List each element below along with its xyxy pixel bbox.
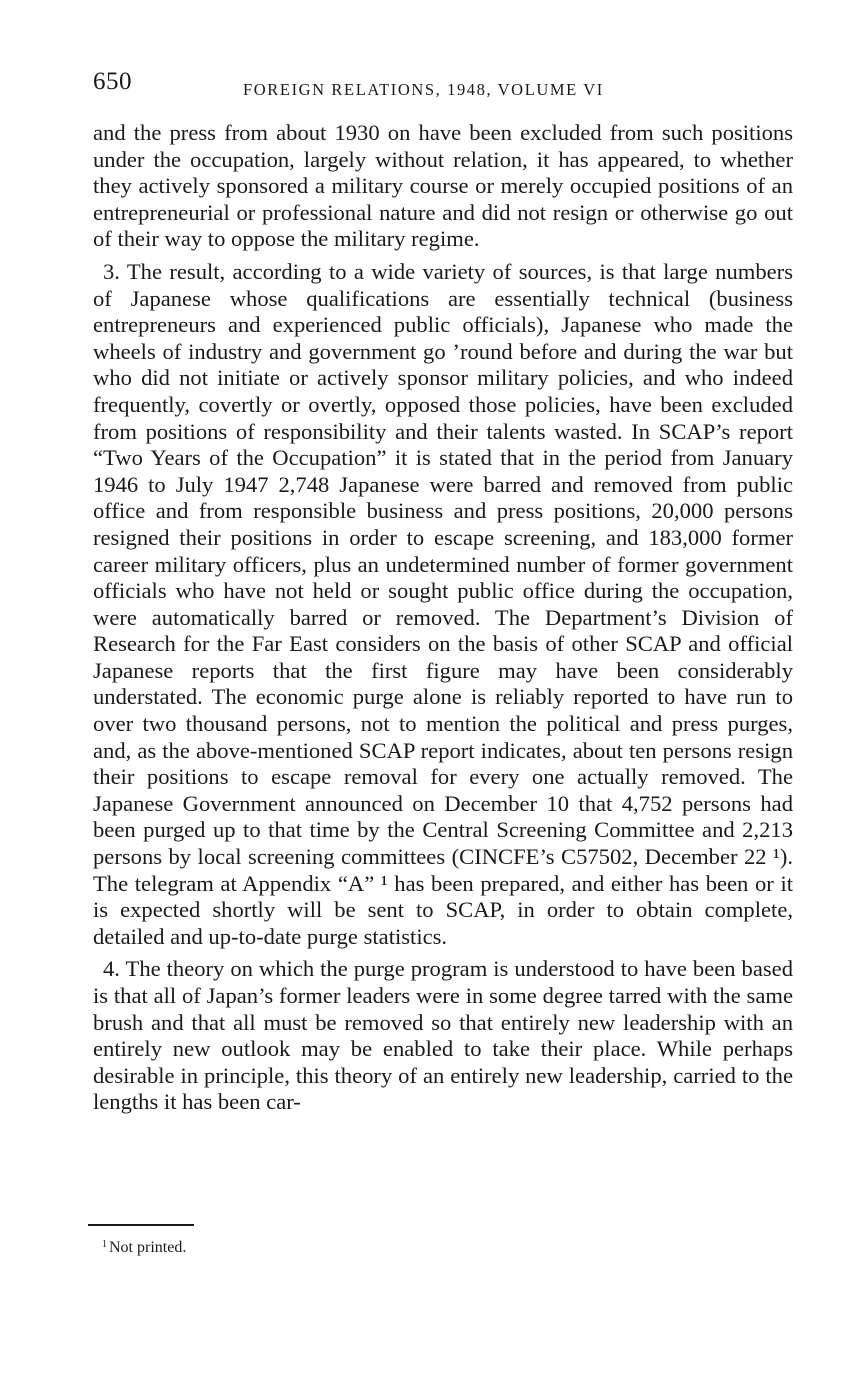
paragraph-continued: and the press from about 1930 on have been excluded from such positions under the occupation, largely without relation, it has appeared, to whether they actively sponsored a military course or merely occupied positions of an entrepreneurial or professional nature and did not resign or otherwise go out of their way to oppose the military regime. [93, 120, 793, 252]
body-text [93, 120, 793, 1116]
footnote-divider [88, 1224, 194, 1226]
running-header [93, 68, 653, 98]
running-title: FOREIGN RELATIONS, 1948, VOLUME VI [243, 80, 604, 99]
paragraph-4: 4. The theory on which the purge program is understood to have been based is that all of Japan’s former leaders were in some degree tarred with the same brush and that all must be removed so that entirely new leadership with an entirely new outlook may be enabled to take their place. While perhaps desirable in principle, this theory of an entirely new leadership, carried to the lengths it has been car- [93, 956, 793, 1115]
footnote-marker: 1 [102, 1239, 107, 1250]
footnote [102, 1239, 186, 1257]
page-number: 650 [93, 68, 132, 95]
footnote-text: Not printed. [109, 1239, 187, 1256]
paragraph-3: 3. The result, according to a wide variety of sources, is that large numbers of Japanese whose qualifications are essentially technical (business entrepreneurs and experienced public officials), Japanese who made the wheels of industry and government go ’round before and during the war but who did not initiate or actively sponsor military policies, and who indeed frequently, covertly or overtly, opposed those policies, have been excluded from positions of responsibility and their talents wasted. In SCAP’s report “Two Years of the Occupation” it is stated that in the period from January 1946 to July 1947 2,748 Japanese were barred and removed from public office and from responsible business and press positions, 20,000 persons resigned their positions in order to escape screening, and 183,000 former career military officers, plus an undetermined number of former government officials who have not held or sought public office during the occupation, were automatically barred or removed. The Department’s Division of Research for the Far East considers on the basis of other SCAP and official Japanese reports that the first figure may have been considerably understated. The economic purge alone is reliably reported to have run to over two thousand persons, not to mention the political and press purges, and, as the above-mentioned SCAP report indicates, about ten persons resign their positions to escape removal for every one actually removed. The Japanese Government announced on December 10 that 4,752 persons had been purged up to that time by the Central Screening Committee and 2,213 persons by local screening committees (CINCFE’s C57502, December 22 ¹). The telegram at Appendix “A” ¹ has been prepared, and either has been or it is expected shortly will be sent to SCAP, in order to obtain complete, detailed and up-to-date purge statistics. [93, 258, 793, 949]
